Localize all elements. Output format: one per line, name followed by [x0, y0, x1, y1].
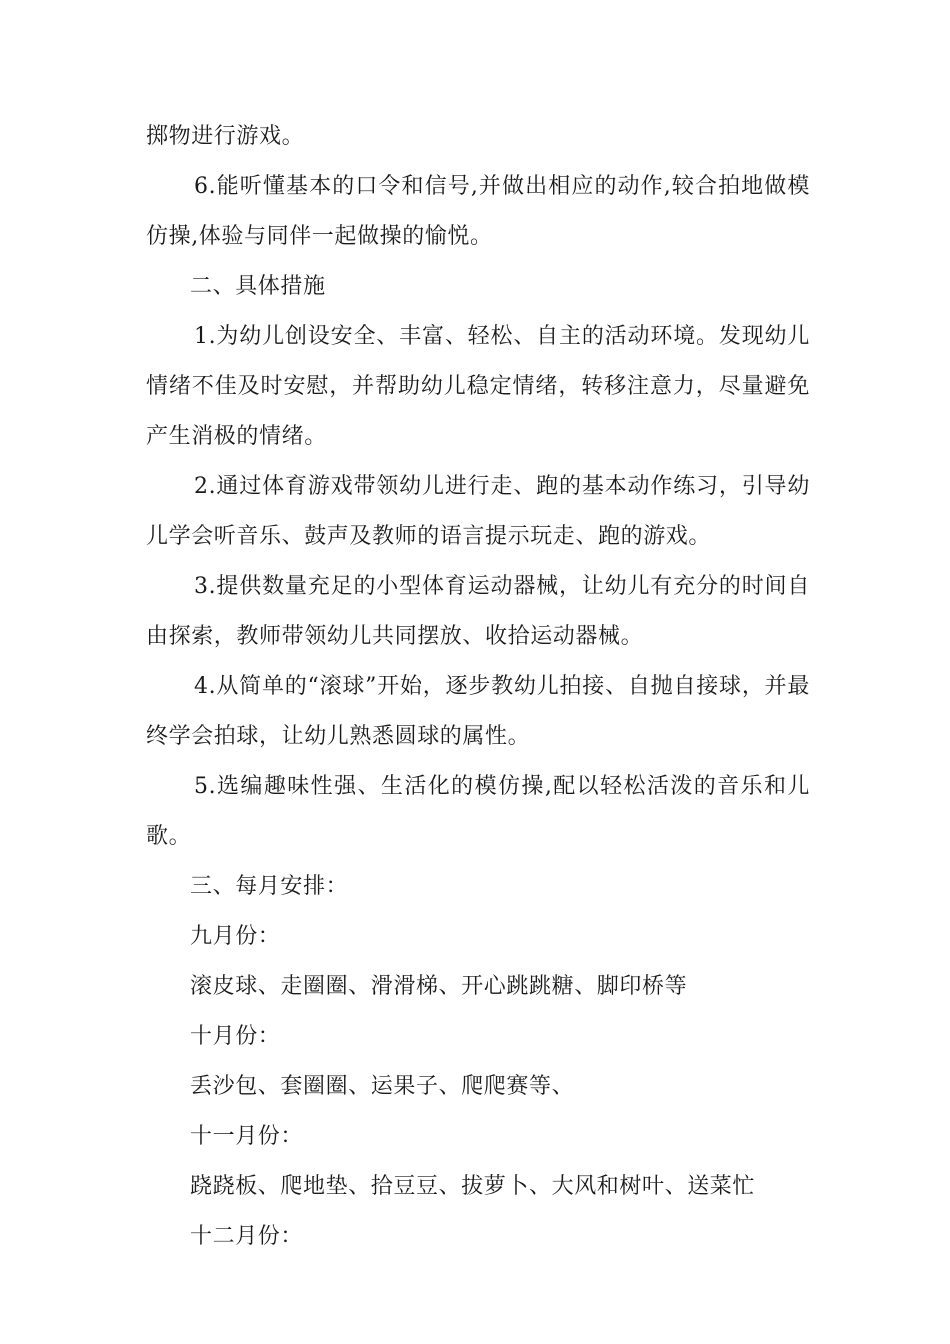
section-heading-measures: 二、具体措施 [190, 274, 326, 299]
month-activities-september: 滚皮球、走圈圈、滑滑梯、开心跳跳糖、脚印桥等 [190, 974, 688, 999]
month-label-november: 十一月份： [190, 1124, 304, 1149]
paragraph-measure-1: 1.为幼儿创设安全、丰富、轻松、自主的活动环境。发现幼儿情绪不佳及时安慰，并帮助幼儿稳定情绪，转移注意力，尽量避免产生消极的情绪。 [146, 324, 810, 449]
month-label-december: 十二月份： [190, 1224, 304, 1249]
paragraph-measure-5: 5.选编趣味性强、生活化的模仿操,配以轻松活泼的音乐和儿歌。 [146, 774, 810, 849]
month-activities-november: 跷跷板、爬地垫、拾豆豆、拔萝卜、大风和树叶、送菜忙 [190, 1174, 756, 1199]
paragraph-measure-2: 2.通过体育游戏带领幼儿进行走、跑的基本动作练习，引导幼儿学会听音乐、鼓声及教师的语言提示玩走、跑的游戏。 [146, 474, 810, 549]
paragraph-measure-4: 4.从简单的“滚球”开始，逐步教幼儿拍接、自抛自接球，并最终学会拍球，让幼儿熟悉圆球的属性。 [146, 674, 810, 749]
month-activities-october: 丢沙包、套圈圈、运果子、爬爬赛等、 [190, 1074, 575, 1099]
paragraph-measure-3: 3.提供数量充足的小型体育运动器械，让幼儿有充分的时间自由探索，教师带领幼儿共同摆放、收拾运动器械。 [146, 574, 810, 649]
paragraph-continuation: 掷物进行游戏。 [146, 124, 305, 149]
month-label-october: 十月份： [190, 1024, 281, 1049]
section-heading-monthly: 三、每月安排： [190, 874, 349, 899]
month-label-september: 九月份： [190, 924, 281, 949]
paragraph-goal-6: 6.能听懂基本的口令和信号,并做出相应的动作,较合拍地做模仿操,体验与同伴一起做操的愉悦。 [146, 174, 810, 249]
